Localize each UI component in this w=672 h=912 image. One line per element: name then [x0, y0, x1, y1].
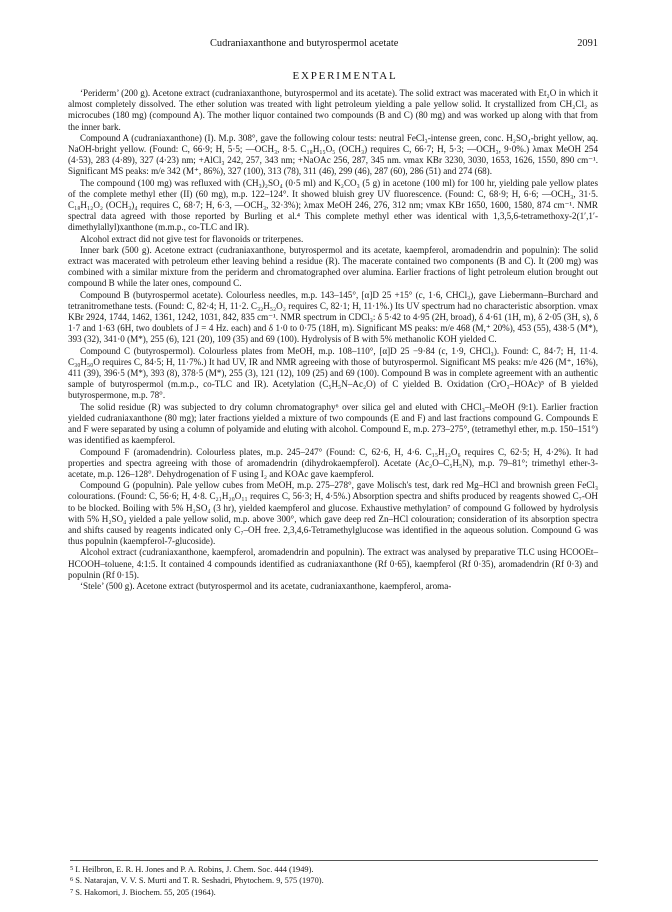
- paragraph-periderm: ‘Periderm’ (200 g). Acetone extract (cudraniaxanthone, butyrospermol and its acetate). The solid extract was macerated with Et₂O in which it almost completely dissolved. The ether solution was treated with light petroleum yielding a pale yellow solid. It crystallized from CH₂Cl₂ as microcubes (180 mg) (compound A). The mother liquor contained two compounds (B and C) (80 mg) and was worked up along with that from the inner bark.: [68, 88, 598, 132]
- paragraph-stele: ‘Stele’ (500 g). Acetone extract (butyrospermol and its acetate, cudraniaxanthone, kaempferol, aroma-: [80, 580, 452, 591]
- paragraph-compound-b: Compound B (butyrospermol acetate). Colourless needles, m.p. 143–145°, [α]D 25 +15° (c, 1·6, CHCl₃), gave Liebermann–Burchard and tetranitromethane tests. (Found: C, 82·4; H, 11·2. C₃₂H₅₂O₂ requires C, 82·1; H, 11·1%.) Its UV spectrum had no characteristic absorption. νmax KBr 2924, 1744, 1462, 1361, 1242, 1031, 842, 835 cm⁻¹. NMR spectrum in CDCl₃: δ 5·42 to 4·95 (2H, broad), δ 4·61 (1H, m), δ 2·05 (3H, s), δ 1·7 and 1·63 (6H, two doublets of J = 4 Hz. each) and δ 1·0 to 0·75 (18H, m). Significant MS peaks: m/e 468 (M,⁺ 20%), 453 (55), 438·5 (M*), 393 (32), 341·0 (M*), 255 (6), 121 (20), 109 (35) and 69 (100). Hydrolysis of B with 5% methanolic KOH yielded C.: [68, 289, 598, 345]
- footnote-text: S. Natarajan, V. V. S. Murti and T. R. Seshadri, Phytochem. 9, 575 (1970).: [75, 876, 324, 886]
- footnote-text: I. Heilbron, E. R. H. Jones and P. A. Robins, J. Chem. Soc. 444 (1949).: [75, 865, 314, 874]
- page-number: 2091: [577, 38, 598, 49]
- paragraph-compound-a: Compound A (cudraniaxanthone) (I). M.p. 308°, gave the following colour tests: neutral FeCl₃-intense green, conc. H₂SO₄-bright yellow, aq. NaOH-bright yellow. (Found: C, 66·9; H, 5·5; —OCH₃, 8·5. C₁₈H₁₅O₅ (OCH₃) requires C, 66·7; H, 5·3; —OCH₃, 9·0%.) λmax MeOH 254 (4·53), 283 (4·89), 327 (4·23) nm; +AlCl₃ 242, 257, 343 nm; +NaOAc 256, 287, 345 nm. νmax KBr 3230, 3030, 1653, 1626, 1550, 890 cm⁻¹. Significant MS peaks: m/e 342 (M⁺, 86%), 327 (100), 313 (78), 311 (46), 299 (46), 287 (60), 286 (51) and 274 (68).: [68, 132, 598, 177]
- running-head: [92, 38, 598, 52]
- paragraph-inner-bark: Inner bark (500 g). Acetone extract (cudraniaxanthone, butyrospermol and its acetate, kaempferol, aromadendrin and populnin): The solid extract was macerated with petroleum ether leaving behind a residue (R). The macerate contained two components (B and C). It (200 mg) was combined with a similar mixture from the periderm and chromatographed over alumina. Earlier fractions of light petroleum elution brought out compound B while the later ones, compound C.: [68, 244, 598, 289]
- paragraph-alcohol-extract: Alcohol extract (cudraniaxanthone, kaempferol, aromadendrin and populnin). The extract was analysed by preparative TLC using HCOOEt–HCOOH–toluene, 4:1:5. It contained 4 compounds identified as cudraniaxanthone (Rf 0·65), kaempferol (Rf 0·35), aromadendrin (Rf 0·3) and populnin (Rf 0·15).: [68, 547, 598, 580]
- footnote-text: S. Hakomori, J. Biochem. 55, 205 (1964).: [75, 887, 216, 897]
- footnote-mark: 7: [70, 887, 74, 895]
- running-head-title: Cudraniaxanthone and butyrospermol acetate: [210, 38, 399, 49]
- paragraph-compound-c: Compound C (butyrospermol). Colourless plates from MeOH, m.p. 108–110°, [α]D 25 −9·84 (c, 1·9, CHCl₃). Found: C, 84·7; H, 11·4. C₃₀H₅₀O requires C, 84·5; H, 11·7%.) It had UV, IR and NMR agreeing with those of butyrospermol. Significant MS peaks: m/e 426 (M⁺, 16%), 411 (39), 396·5 (M*), 393 (8), 378·5 (M*), 255 (3), 121 (12), 109 (25) and 69 (100). Compound B was in complete agreement with an authentic sample of butyrospermol (m.m.p., co-TLC and IR). Acetylation (C₅H₅N–Ac₂O) of C yielded B. Oxidation (CrO₃–HOAc)⁵ of B yielded butyrospermone, m.p. 78°.: [68, 345, 598, 401]
- paragraph-alcohol-extract-periderm: Alcohol extract did not give test for flavonoids or triterpenes.: [80, 233, 304, 244]
- paragraph-methyl-ether: The compound (100 mg) was refluxed with (CH₃)₂SO₄ (0·5 ml) and K₂CO₃ (5 g) in acetone (100 ml) for 100 hr, yielding pale yellow plates of the complete methyl ether (II) (60 mg), m.p. 122–124°. It showed bluish grey UV fluorescence. (Found: C, 68·9; H, 6·6; —OCH₃, 31·5. C₁₈H₁₂O₂ (OCH₃)₄ requires C, 68·7; H, 6·3, —OCH₃, 32·3%); λmax MeOH 246, 276, 312 nm; νmax KBr 1650, 1600, 1580, 874 cm⁻¹. NMR spectral data agreed with those reported by Burling et al.⁴ This complete methyl ether was identical with 1,3,5,6-tetramethoxy-2(1′,1′-dimethylallyl)xanthone (m.m.p., co-TLC and IR).: [68, 177, 598, 233]
- paragraph-compound-g: Compound G (populnin). Pale yellow cubes from MeOH, m.p. 275–278°, gave Molisch's test, dark red Mg–HCl and brownish green FeCl₃ colourations. (Found: C, 56·6; H, 4·8. C₂₁H₂₀O₁₁ requires C, 56·3; H, 4·5%.) Absorption spectra and shifts produced by reagents showed C₇-OH to be blocked. Boiling with 5% H₂SO₄ (3 hr), yielded kaempferol and glucose. Exhaustive methylation⁷ of compound G followed by hydrolysis with 5% H₂SO₄ yielded a pale yellow solid, m.p. above 300°, which gave deep red Zn–HCl colouration; consideration of its absorption spectra and shifts caused by reagents indicated only C₇–OH free. 2,3,4,6-Tetramethylglucose was identified in the aqueous solution. Compound G was thus populnin (kaempferol-7-glucoside).: [68, 480, 598, 547]
- paragraph-compound-f: Compound F (aromadendrin). Colourless plates, m.p. 245–247° (Found: C, 62·6, H, 4·6. C₁₅H₁₂O₆ requires C, 62·5; H, 4·2%). It had properties and spectra agreeing with those of aromadendrin (dihydrokaempferol). Acetate (Ac₂O–C₅H₅N), m.p. 79–81°; trimethyl ether-3-acetate, m.p. 126–128°. Dehydrogenation of F using I₂ and KOAc gave kaempferol.: [68, 446, 598, 479]
- footnotes: [70, 860, 598, 898]
- footnote: [70, 875, 598, 886]
- footnote: [70, 887, 598, 898]
- footnote: [70, 864, 598, 875]
- footnote-mark: 5: [70, 865, 74, 872]
- paragraph-solid-residue: The solid residue (R) was subjected to dry column chromatography⁶ over silica gel and eluted with CHCl₃–MeOH (9:1). Earlier fraction yielded cudraniaxanthone (80 mg); later fractions yielded a mixture of two compounds (E and F) and last fractions compound G. Compounds E and F were separated by using a column of polyamide and eluting with alcohol. Compound E, m.p. 273–275°, (tetramethyl ether, m.p. 150–151°) was identified as kaempferol.: [68, 401, 598, 446]
- body-text: [68, 88, 598, 592]
- footnote-mark: 6: [70, 876, 74, 884]
- section-heading: EXPERIMENTAL: [292, 70, 398, 82]
